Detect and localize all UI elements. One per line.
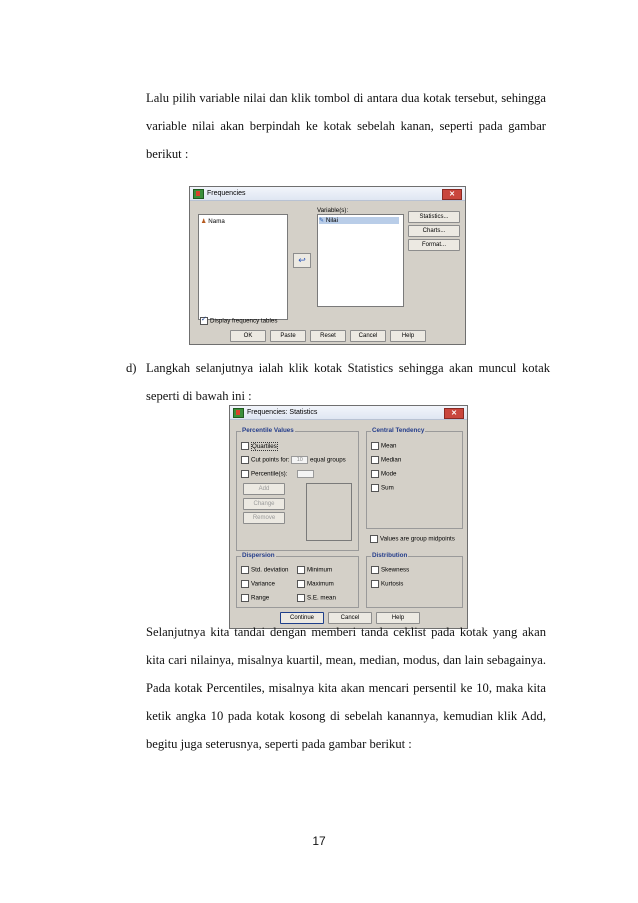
statistics-titlebar <box>230 406 467 420</box>
checkbox-icon <box>241 442 249 450</box>
checkbox-icon <box>371 442 379 450</box>
sum-checkbox[interactable] <box>371 484 394 492</box>
checkbox-icon <box>371 470 379 478</box>
cancel-button[interactable]: Cancel <box>328 612 372 624</box>
ok-button[interactable]: OK <box>230 330 266 342</box>
checkbox-icon <box>371 456 379 464</box>
close-icon[interactable]: ✕ <box>444 408 464 419</box>
add-button[interactable]: Add <box>243 483 285 495</box>
central-tendency-group <box>366 427 463 529</box>
checkbox-icon <box>297 566 305 574</box>
variable-nilai: Nilai <box>325 217 338 224</box>
frequencies-title: Frequencies <box>207 190 246 197</box>
move-variable-button[interactable] <box>293 253 311 268</box>
spss-app-icon <box>233 408 244 418</box>
median-checkbox[interactable] <box>371 456 401 464</box>
paste-button[interactable]: Paste <box>270 330 306 342</box>
median-label: Median <box>381 456 402 464</box>
quartiles-checkbox[interactable] <box>241 442 278 450</box>
distribution-group <box>366 552 463 608</box>
checkbox-icon <box>371 580 379 588</box>
variable-nama: Nama <box>208 218 225 225</box>
range-checkbox[interactable] <box>241 594 269 602</box>
source-variable-list[interactable] <box>198 214 288 320</box>
display-frequency-checkbox[interactable] <box>200 317 277 325</box>
percentile-values-group <box>236 427 359 551</box>
skewness-label: Skewness <box>381 566 410 574</box>
dispersion-group <box>236 552 359 608</box>
midpoints-checkbox[interactable] <box>370 535 455 543</box>
sum-label: Sum <box>381 484 394 492</box>
distribution-label: Distribution <box>372 552 408 559</box>
checkbox-icon <box>371 566 379 574</box>
cut-points-checkbox[interactable] <box>241 456 346 464</box>
se-mean-checkbox[interactable] <box>297 594 336 602</box>
percentile-list[interactable] <box>306 483 352 541</box>
frequencies-dialog <box>189 186 466 345</box>
checkbox-icon <box>297 594 305 602</box>
mean-label: Mean <box>381 442 397 450</box>
checkbox-icon <box>370 535 378 543</box>
kurtosis-checkbox[interactable] <box>371 580 403 588</box>
checkbox-checked-icon <box>200 317 208 325</box>
page-number: 17 <box>312 834 326 848</box>
std-deviation-label: Std. deviation <box>251 566 289 574</box>
percentile-input[interactable] <box>297 470 314 478</box>
checkbox-icon <box>297 580 305 588</box>
frequencies-titlebar <box>190 187 465 201</box>
cut-points-label: Cut points for: <box>251 456 290 464</box>
help-button[interactable]: Help <box>390 330 426 342</box>
variable-icon: ✎ <box>319 217 325 224</box>
help-button[interactable]: Help <box>376 612 420 624</box>
reset-button[interactable]: Reset <box>310 330 346 342</box>
checkbox-icon <box>371 484 379 492</box>
variance-checkbox[interactable] <box>241 580 275 588</box>
statistics-dialog <box>229 405 468 629</box>
mode-label: Mode <box>381 470 397 478</box>
percentile-values-label: Percentile Values <box>242 427 294 434</box>
charts-button[interactable]: Charts... <box>408 225 460 237</box>
close-icon[interactable]: ✕ <box>442 189 462 200</box>
paragraph-instructions: Selanjutnya kita tandai dengan memberi tanda ceklist pada kotak yang akan kita cari nilainya, misalnya kuartil, mean, median, modus, dan lain sebagainya. Pada kotak Percentiles, misalnya kita akan mencari persentil ke 10, maka kita ketik angka 10 pada kotak kosong di sebelah kanannya, kemudian klik Add, begitu juga seterusnya, seperti pada gambar berikut : <box>146 625 546 751</box>
mean-checkbox[interactable] <box>371 442 396 450</box>
percentiles-checkbox[interactable] <box>241 470 314 478</box>
range-label: Range <box>251 594 270 602</box>
central-tendency-label: Central Tendency <box>372 427 425 434</box>
list-item[interactable] <box>201 218 225 225</box>
cancel-button[interactable]: Cancel <box>350 330 386 342</box>
cut-points-input[interactable]: 10 <box>291 456 308 464</box>
step-d-text: Langkah selanjutnya ialah klik kotak Statistics sehingga akan muncul kotak seperti di bawah ini : <box>146 361 550 403</box>
arrow-left-icon: ↩ <box>298 255 306 265</box>
kurtosis-label: Kurtosis <box>381 580 404 588</box>
midpoints-label: Values are group midpoints <box>380 535 455 543</box>
minimum-label: Minimum <box>307 566 333 574</box>
spss-app-icon <box>193 189 204 199</box>
step-d-label: d) <box>126 361 137 375</box>
std-deviation-checkbox[interactable] <box>241 566 289 574</box>
statistics-title: Frequencies: Statistics <box>247 409 318 416</box>
checkbox-icon <box>241 470 249 478</box>
checkbox-icon <box>241 456 249 464</box>
mode-checkbox[interactable] <box>371 470 396 478</box>
percentiles-label: Percentile(s): <box>251 470 288 478</box>
dispersion-label: Dispersion <box>242 552 275 559</box>
change-button[interactable]: Change <box>243 498 285 510</box>
remove-button[interactable]: Remove <box>243 512 285 524</box>
maximum-checkbox[interactable] <box>297 580 334 588</box>
checkbox-icon <box>241 594 249 602</box>
variables-label: Variable(s): <box>317 207 349 214</box>
se-mean-label: S.E. mean <box>307 594 336 602</box>
maximum-label: Maximum <box>307 580 334 588</box>
statistics-button[interactable]: Statistics... <box>408 211 460 223</box>
list-item[interactable] <box>319 217 399 224</box>
target-variable-list[interactable] <box>317 214 404 307</box>
variance-label: Variance <box>251 580 275 588</box>
minimum-checkbox[interactable] <box>297 566 332 574</box>
equal-groups-label: equal groups <box>310 456 346 464</box>
checkbox-icon <box>241 566 249 574</box>
format-button[interactable]: Format... <box>408 239 460 251</box>
continue-button[interactable]: Continue <box>280 612 324 624</box>
quartiles-label: Quartiles <box>252 442 277 450</box>
checkbox-icon <box>241 580 249 588</box>
skewness-checkbox[interactable] <box>371 566 409 574</box>
variable-icon: ♟ <box>201 218 207 225</box>
paragraph-intro: Lalu pilih variable nilai dan klik tombol di antara dua kotak tersebut, sehingga variable nilai akan berpindah ke kotak sebelah kanan, seperti pada gambar berikut : <box>146 91 546 161</box>
display-frequency-label: Display frequency tables <box>210 317 278 325</box>
